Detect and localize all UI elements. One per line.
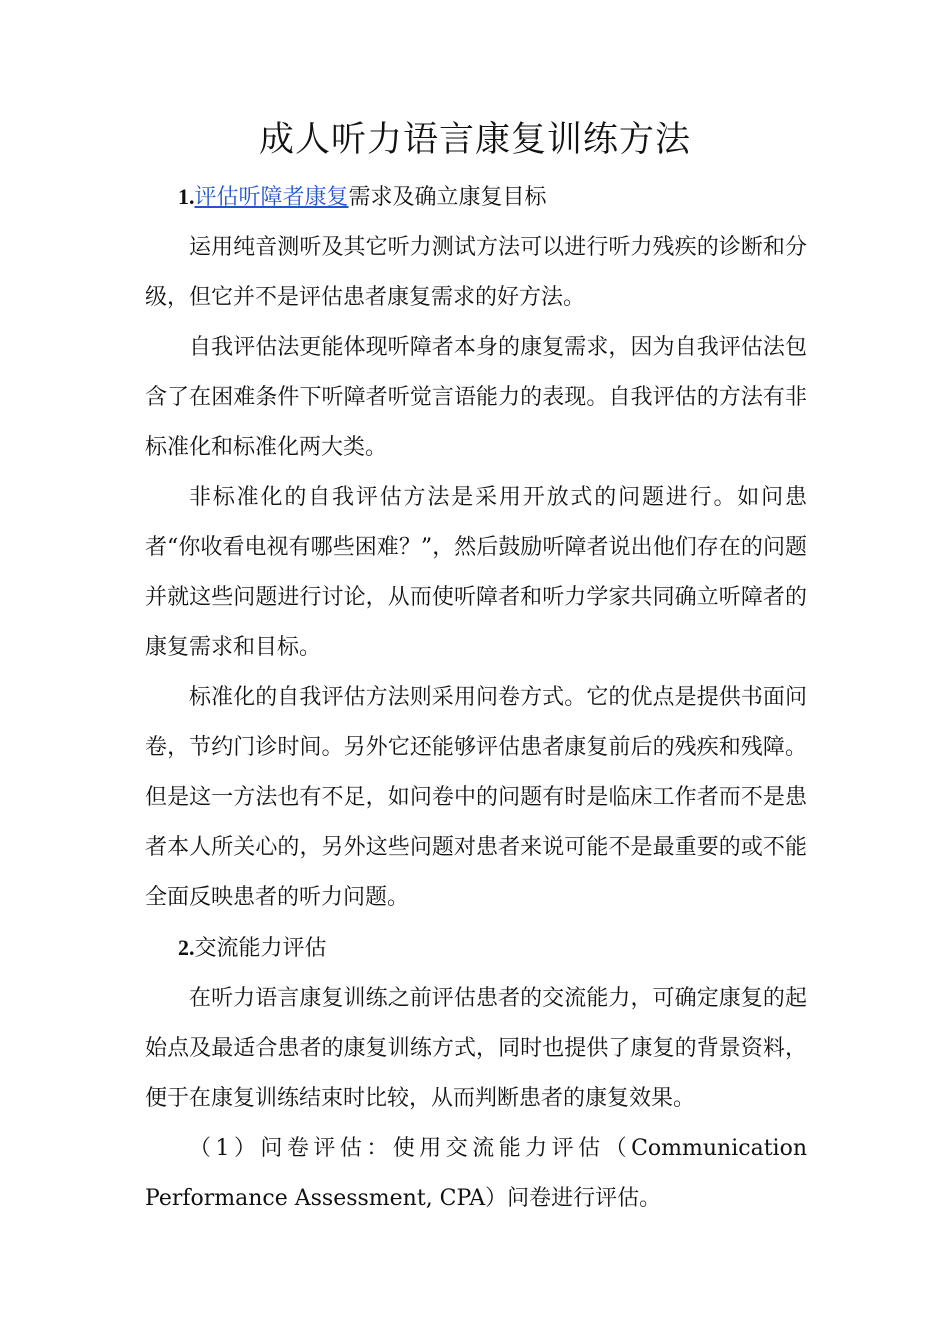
document-body	[145, 172, 807, 1224]
document-title: 成人听力语言康复训练方法	[258, 120, 691, 160]
section-heading-text: 需求及确立康复目标	[348, 185, 547, 210]
section-heading-text: 交流能力评估	[194, 936, 327, 961]
paragraph: 运用纯音测听及其它听力测试方法可以进行听力残疾的诊断和分级，但它并不是评估患者康复需求的好方法。	[145, 235, 807, 310]
paragraph: 在听力语言康复训练之前评估患者的交流能力，可确定康复的起始点及最适合患者的康复训练方式，同时也提供了康复的背景资料，便于在康复训练结束时比较，从而判断患者的康复效果。	[145, 986, 807, 1111]
paragraph: （1）问卷评估：使用交流能力评估（Communication Performance Assessment, CPA）问卷进行评估。	[145, 1136, 807, 1211]
paragraph: 标准化的自我评估方法则采用问卷方式。它的优点是提供书面问卷，节约门诊时间。另外它还能够评估患者康复前后的残疾和残障。但是这一方法也有不足，如问卷中的问题有时是临床工作者而不是患者本人所关心的，另外这些问题对患者来说可能不是最重要的或不能全面反映患者的听力问题。	[145, 685, 807, 910]
section-heading-1	[145, 172, 807, 223]
section-link[interactable]: 评估听障者康复	[194, 185, 349, 210]
section-heading-2	[145, 923, 807, 974]
paragraph: 非标准化的自我评估方法是采用开放式的问题进行。如问患者“你收看电视有哪些困难？”，然后鼓励听障者说出他们存在的问题并就这些问题进行讨论，从而使听障者和听力学家共同确立听障者的康复需求和目标。	[145, 485, 807, 660]
section-number: 1.	[178, 184, 195, 209]
section-number: 2.	[178, 935, 195, 960]
paragraph: 自我评估法更能体现听障者本身的康复需求，因为自我评估法包含了在困难条件下听障者听觉言语能力的表现。自我评估的方法有非标准化和标准化两大类。	[145, 335, 807, 460]
